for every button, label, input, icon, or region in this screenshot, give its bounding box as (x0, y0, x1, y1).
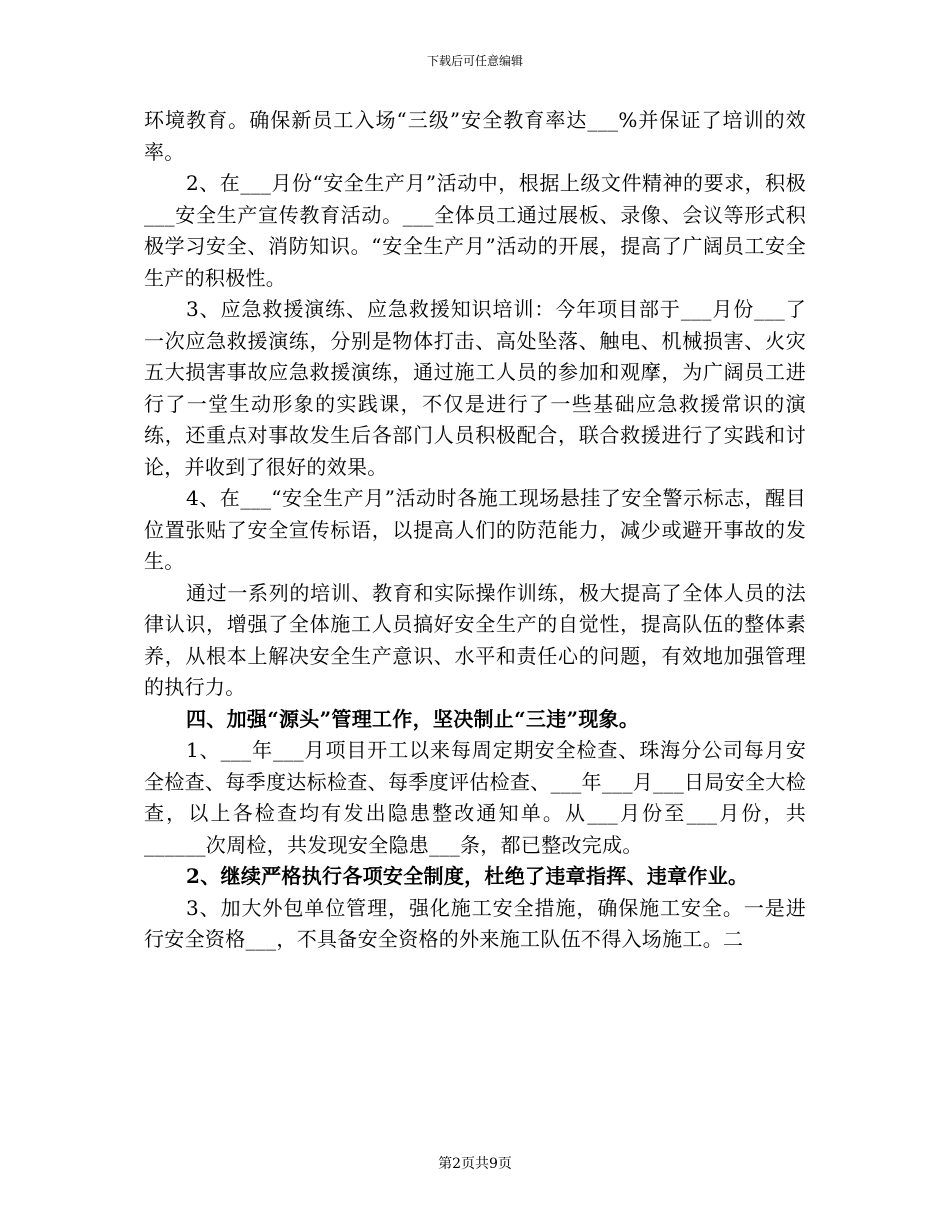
paragraph-item-3: 3、应急救援演练、应急救援知识培训：今年项目部于___月份___了一次应急救援演练，分别是物体打击、高处坠落、触电、机械损害、火灾五大损害事故应急救援演练，通过施工人员的参加和观摩，为广阔员工进行了一堂生动形象的实践课，不仅是进行了一些基础应急救援常识的演练，还重点对事故发生后各部门人员积极配合，联合救援进行了实践和讨论，并收到了很好的效果。 (144, 297, 806, 479)
paragraph-section4-item-2: 2、继续严格执行各项安全制度，杜绝了违章指挥、违章作业。 (186, 864, 749, 888)
page-header: 下载后可任意编辑 (426, 54, 523, 68)
paragraph-item-2: 2、在___月份“安全生产月”活动中，根据上级文件精神的要求，积极___安全生产宣传教育活动。___全体员工通过展板、录像、会议等形式积极学习安全、消防知识。“安全生产月”活动的开展，提高了广阔员工安全生产的积极性。 (144, 171, 806, 290)
paragraph-summary: 通过一系列的培训、教育和实际操作训练，极大提高了全体人员的法律认识，增强了全体施工人员搞好安全生产的自觉性，提高队伍的整体素养，从根本上解决安全生产意识、水平和责任心的问题，有效地加强管理的执行力。 (144, 580, 806, 699)
page-footer: 第2页共9页 (438, 1156, 512, 1172)
section-heading-4: 四、加强“源头”管理工作，坚决制止“三违”现象。 (186, 706, 640, 731)
paragraph-item-4: 4、在___“安全生产月”活动时各施工现场悬挂了安全警示标志，醒目位置张贴了安全宣传标语，以提高人们的防范能力，减少或避开事故的发生。 (144, 486, 806, 573)
paragraph-continuation: 环境教育。确保新员工入场“三级”安全教育率达___%并保证了培训的效率。 (144, 108, 806, 164)
paragraph-section4-item-3: 3、加大外包单位管理，强化施工安全措施，确保施工安全。一是进行安全资格___，不具备安全资格的外来施工队伍不得入场施工。二 (144, 895, 806, 951)
document-body (144, 105, 806, 956)
paragraph-section4-item-1: 1、___年___月项目开工以来每周定期安全检查、珠海分公司每月安全检查、每季度达标检查、每季度评估检查、___年___月___日局安全大检查，以上各检查均有发出隐患整改通知单。从___月份至___月份，共______次周检，共发现安全隐患___条，都已整改完成。 (144, 738, 806, 857)
